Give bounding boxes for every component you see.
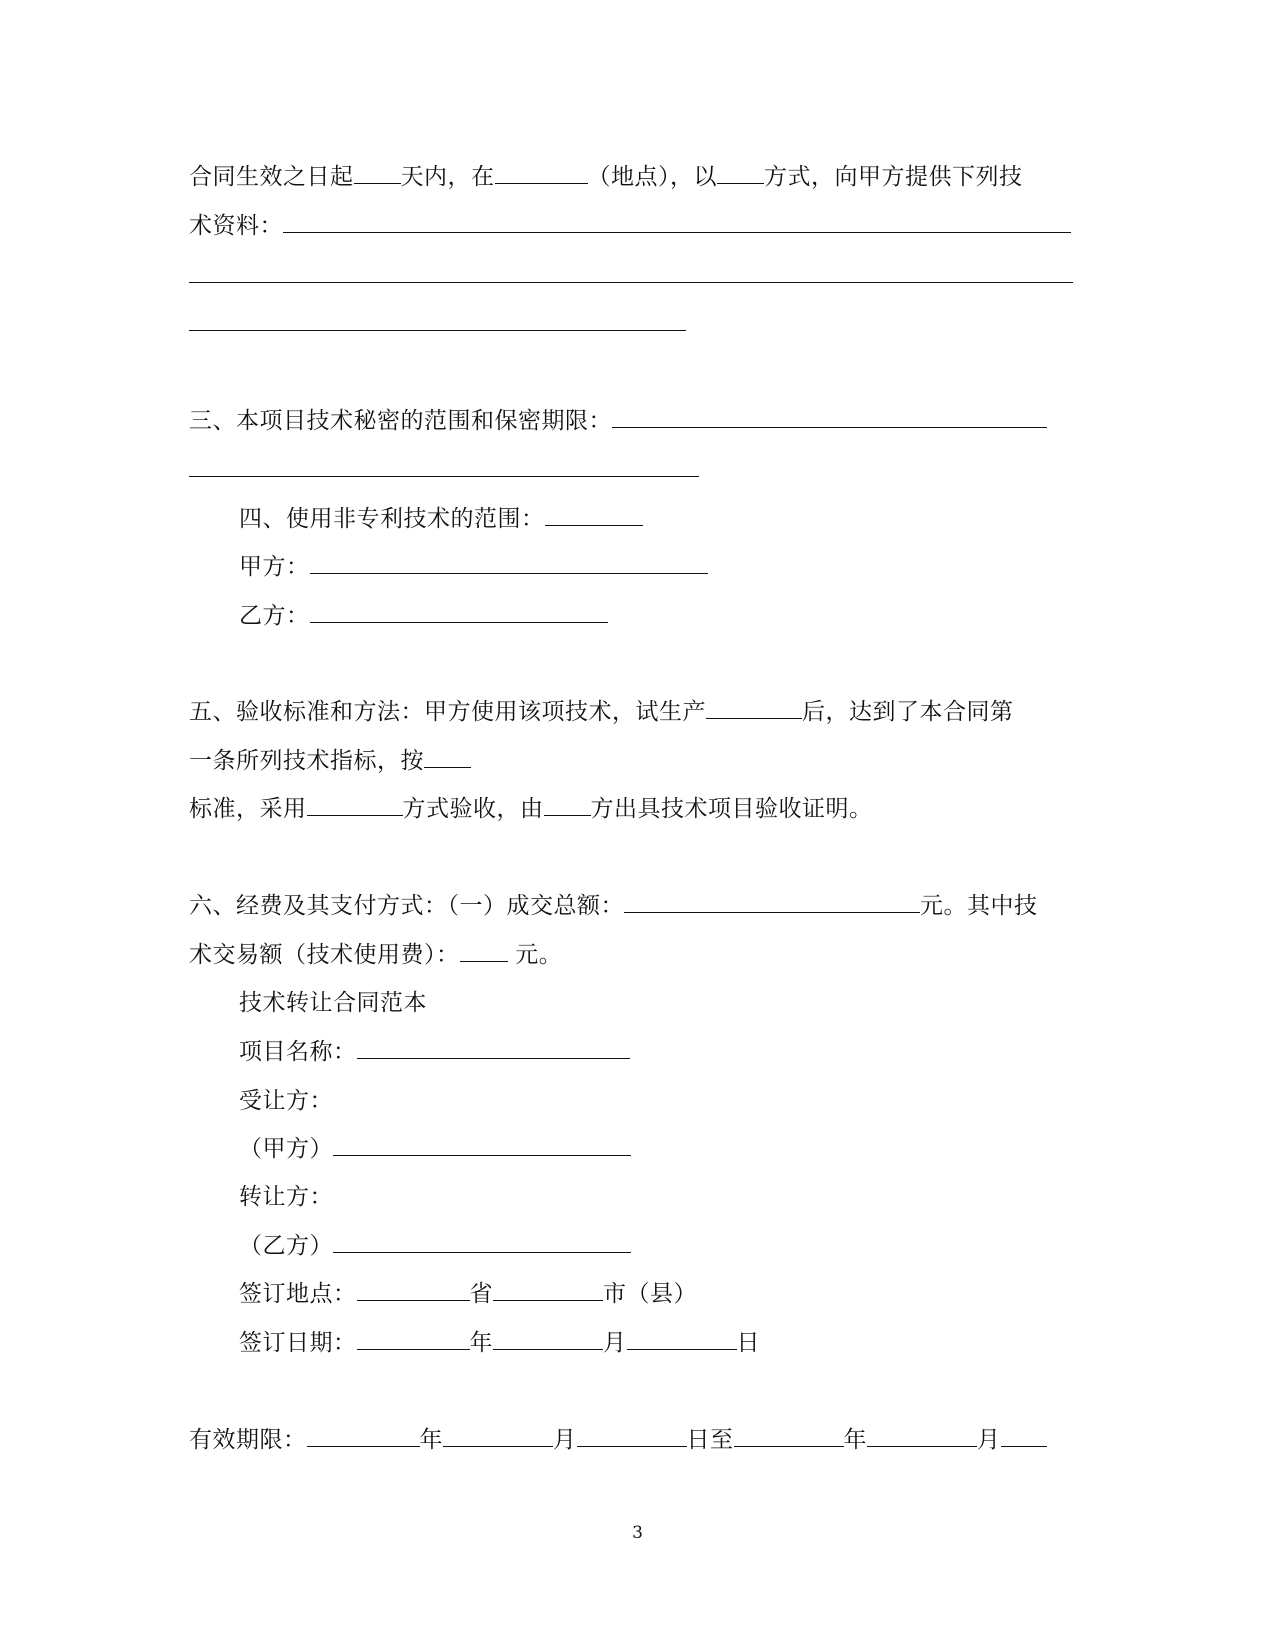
text-segment: 六、经费及其支付方式：（一）成交总额： xyxy=(189,893,624,919)
text-line xyxy=(239,1182,333,1212)
blank-underline xyxy=(867,1426,977,1447)
blank-underline xyxy=(310,553,708,574)
text-segment: 月 xyxy=(603,1330,627,1356)
text-line xyxy=(239,1279,697,1309)
blank-underline xyxy=(424,747,471,768)
blank-underline xyxy=(493,1280,603,1301)
text-line xyxy=(189,211,1071,241)
text-segment: 方式，向甲方提供下列技 xyxy=(764,164,1023,190)
blank-underline xyxy=(627,1329,737,1350)
text-line xyxy=(189,162,1023,192)
text-segment: 项目名称： xyxy=(239,1039,357,1065)
blank-underline xyxy=(333,1232,631,1253)
text-segment: 技术转让合同范本 xyxy=(239,990,427,1016)
blank-underline xyxy=(357,1280,470,1301)
text-segment: 标准，采用 xyxy=(189,796,307,822)
blank-underline xyxy=(283,212,1071,233)
blank-underline xyxy=(189,262,1073,283)
text-segment: 乙方： xyxy=(239,603,310,629)
blank-underline xyxy=(717,163,764,184)
text-line xyxy=(189,1425,1047,1455)
text-line xyxy=(239,504,643,534)
text-segment: 省 xyxy=(469,1281,493,1307)
blank-underline xyxy=(307,795,403,816)
text-line xyxy=(239,1134,631,1164)
text-line xyxy=(239,1086,333,1116)
blank-underline xyxy=(577,1426,687,1447)
text-segment: 月 xyxy=(977,1427,1001,1453)
blank-underline xyxy=(443,1426,553,1447)
text-segment: 后，达到了本合同第 xyxy=(802,699,1014,725)
blank-underline xyxy=(1001,1426,1047,1447)
text-line xyxy=(189,891,1038,921)
text-segment: 年 xyxy=(419,1427,443,1453)
blank-underline xyxy=(624,892,920,913)
text-line xyxy=(239,1231,631,1261)
text-segment: 甲方： xyxy=(239,554,310,580)
blank-underline xyxy=(189,456,699,477)
text-segment: 签订日期： xyxy=(239,1330,357,1356)
blank-underline xyxy=(354,163,401,184)
text-segment: 五、验收标准和方法：甲方使用该项技术，试生产 xyxy=(189,699,706,725)
blank-underline xyxy=(357,1329,470,1350)
text-line xyxy=(239,552,708,582)
text-line xyxy=(239,988,427,1018)
text-segment: 方式验收，由 xyxy=(402,796,544,822)
text-line xyxy=(189,309,686,339)
blank-underline xyxy=(495,163,588,184)
text-line xyxy=(189,746,471,776)
blank-underline xyxy=(544,795,591,816)
text-segment: 元。其中技 xyxy=(920,893,1038,919)
text-segment: 日 xyxy=(736,1330,760,1356)
text-segment: 天内，在 xyxy=(400,164,495,190)
page-number: 3 xyxy=(632,1523,643,1543)
text-line xyxy=(189,794,873,824)
blank-underline xyxy=(734,1426,844,1447)
text-line xyxy=(189,406,1047,436)
text-segment: 有效期限： xyxy=(189,1427,307,1453)
text-line xyxy=(239,1328,760,1358)
text-segment: 元。 xyxy=(507,942,563,968)
text-segment: 年 xyxy=(843,1427,867,1453)
text-line xyxy=(189,455,699,485)
blank-underline xyxy=(706,698,802,719)
blank-underline xyxy=(333,1135,631,1156)
text-segment: 转让方： xyxy=(239,1184,333,1210)
blank-underline xyxy=(307,1426,420,1447)
text-line xyxy=(239,601,608,631)
text-line xyxy=(189,261,1073,291)
blank-underline xyxy=(460,941,508,962)
text-segment: 四、使用非专利技术的范围： xyxy=(239,506,545,532)
text-segment: 三、本项目技术秘密的范围和保密期限： xyxy=(189,408,612,434)
text-segment: 方出具技术项目验收证明。 xyxy=(590,796,873,822)
text-segment: （甲方） xyxy=(239,1136,333,1162)
text-segment: 签订地点： xyxy=(239,1281,357,1307)
blank-underline xyxy=(310,602,608,623)
blank-underline xyxy=(189,310,686,331)
text-line xyxy=(239,1037,630,1067)
text-segment: 日至 xyxy=(686,1427,734,1453)
blank-underline xyxy=(545,505,643,526)
text-segment: 术交易额（技术使用费）： xyxy=(189,942,460,968)
text-segment: （地点），以 xyxy=(587,164,717,190)
text-segment: 受让方： xyxy=(239,1088,333,1114)
text-segment: 月 xyxy=(553,1427,577,1453)
text-segment: 年 xyxy=(469,1330,493,1356)
text-segment: 市（县） xyxy=(603,1281,697,1307)
blank-underline xyxy=(357,1038,630,1059)
text-line xyxy=(189,697,1014,727)
blank-underline xyxy=(493,1329,603,1350)
text-segment: 术资料： xyxy=(189,213,283,239)
blank-underline xyxy=(612,407,1047,428)
text-segment: 合同生效之日起 xyxy=(189,164,354,190)
text-segment: 一条所列技术指标，按 xyxy=(189,748,424,774)
text-segment: （乙方） xyxy=(239,1233,333,1259)
text-line xyxy=(189,940,562,970)
